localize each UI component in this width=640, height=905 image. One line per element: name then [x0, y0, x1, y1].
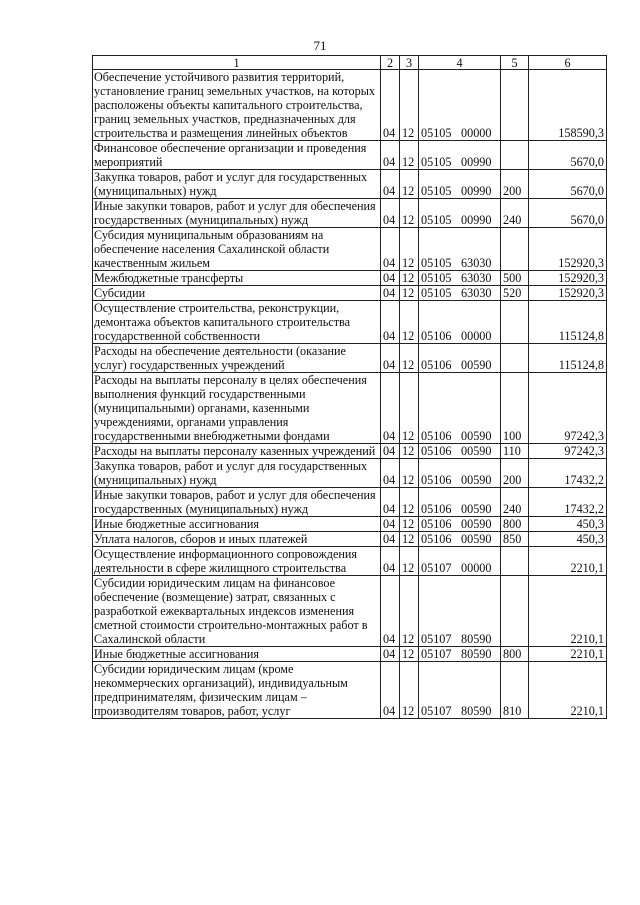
row-expense-type: [501, 547, 529, 576]
row-expense-type: [501, 344, 529, 373]
row-amount: 97242,3: [529, 444, 607, 459]
row-amount: 115124,8: [529, 344, 607, 373]
row-article-code: 63030: [461, 256, 492, 270]
row-article-program: 05106: [421, 502, 452, 516]
table-row: [93, 170, 607, 199]
row-section: 04: [381, 517, 400, 532]
row-amount: 152920,3: [529, 271, 607, 286]
row-article-program: 05106: [421, 473, 452, 487]
row-name: Осуществление строительства, реконструкции, демонтажа объектов капитального строительства государственной собственности: [93, 301, 381, 344]
row-name: Субсидии юридическим лицам на финансовое обеспечение (возмещение) затрат, связанных с разработкой ежеквартальных индексов изменения сметной стоимости строительно-монтажных работ в Сахалинской области: [93, 576, 381, 647]
row-amount: 2210,1: [529, 547, 607, 576]
row-name: Иные бюджетные ассигнования: [93, 517, 381, 532]
row-amount: 115124,8: [529, 301, 607, 344]
row-amount: 5670,0: [529, 170, 607, 199]
row-subsection: 12: [400, 286, 419, 301]
row-expense-type: [501, 576, 529, 647]
row-article: [419, 170, 501, 199]
row-subsection: 12: [400, 488, 419, 517]
row-article-program: 05105: [421, 126, 452, 140]
row-section: 04: [381, 286, 400, 301]
page-number: 71: [313, 38, 327, 53]
row-amount: 158590,3: [529, 70, 607, 141]
row-subsection: 12: [400, 444, 419, 459]
row-article-program: 05105: [421, 271, 452, 285]
row-article-program: 05105: [421, 155, 452, 169]
row-article: [419, 547, 501, 576]
row-subsection: 12: [400, 199, 419, 228]
row-article-code: 63030: [461, 271, 492, 285]
row-name: Расходы на выплаты персоналу в целях обеспечения выполнения функций государственными (муниципальными) органами, казенными учреждениями, органами управления государственными внебюджетными фондами: [93, 373, 381, 444]
row-subsection: 12: [400, 344, 419, 373]
row-name: Осуществление информационного сопровождения деятельности в сфере жилищного строительства: [93, 547, 381, 576]
row-article-code: 00590: [461, 502, 492, 516]
row-amount: 450,3: [529, 517, 607, 532]
row-subsection: 12: [400, 301, 419, 344]
row-section: 04: [381, 532, 400, 547]
row-article: [419, 373, 501, 444]
row-section: 04: [381, 662, 400, 719]
row-article: [419, 286, 501, 301]
row-amount: 17432,2: [529, 459, 607, 488]
row-section: 04: [381, 576, 400, 647]
budget-table: [92, 55, 607, 719]
row-name: Закупка товаров, работ и услуг для государственных (муниципальных) нужд: [93, 170, 381, 199]
row-section: 04: [381, 488, 400, 517]
budget-body: [93, 70, 607, 719]
row-amount: 2210,1: [529, 647, 607, 662]
row-article-program: 05106: [421, 429, 452, 443]
row-subsection: 12: [400, 647, 419, 662]
row-expense-type: [501, 228, 529, 271]
row-article: [419, 459, 501, 488]
table-row: [93, 301, 607, 344]
row-article-code: 80590: [461, 704, 492, 718]
row-name: Иные закупки товаров, работ и услуг для обеспечения государственных (муниципальных) нужд: [93, 199, 381, 228]
row-section: 04: [381, 141, 400, 170]
row-expense-type: 800: [501, 647, 529, 662]
header-col-4: 4: [419, 56, 501, 70]
row-section: 04: [381, 459, 400, 488]
row-article: [419, 199, 501, 228]
row-article-code: 80590: [461, 632, 492, 646]
row-expense-type: 200: [501, 170, 529, 199]
row-article: [419, 271, 501, 286]
header-col-3: 3: [400, 56, 419, 70]
row-expense-type: 240: [501, 199, 529, 228]
row-article-program: 05107: [421, 632, 452, 646]
row-article-code: 00590: [461, 358, 492, 372]
row-section: 04: [381, 444, 400, 459]
row-subsection: 12: [400, 576, 419, 647]
row-article: [419, 662, 501, 719]
table-row: [93, 199, 607, 228]
row-name: Обеспечение устойчивого развития территорий, установление границ земельных участков, на которых расположены объекты капитального строительства, границ земельных участков, предназначенных для строительства и размещения линейных объектов: [93, 70, 381, 141]
row-amount: 5670,0: [529, 141, 607, 170]
row-expense-type: 500: [501, 271, 529, 286]
row-article: [419, 301, 501, 344]
row-subsection: 12: [400, 459, 419, 488]
row-section: 04: [381, 344, 400, 373]
row-article-program: 05107: [421, 647, 452, 661]
row-section: 04: [381, 199, 400, 228]
row-article-program: 05106: [421, 329, 452, 343]
row-article-program: 05107: [421, 561, 452, 575]
table-row: [93, 459, 607, 488]
row-expense-type: 850: [501, 532, 529, 547]
row-article-program: 05106: [421, 444, 452, 458]
row-subsection: 12: [400, 547, 419, 576]
row-article-code: 00000: [461, 561, 492, 575]
row-article-code: 00990: [461, 184, 492, 198]
row-article-program: 05107: [421, 704, 452, 718]
row-amount: 5670,0: [529, 199, 607, 228]
row-article: [419, 576, 501, 647]
row-name: Субсидия муниципальным образованиям на обеспечение населения Сахалинской области качественным жильем: [93, 228, 381, 271]
row-section: 04: [381, 301, 400, 344]
row-section: 04: [381, 228, 400, 271]
row-name: Субсидии: [93, 286, 381, 301]
table-row: [93, 228, 607, 271]
row-expense-type: 100: [501, 373, 529, 444]
header-col-1: 1: [93, 56, 381, 70]
row-article: [419, 488, 501, 517]
row-expense-type: 240: [501, 488, 529, 517]
row-article-program: 05106: [421, 358, 452, 372]
header-col-2: 2: [381, 56, 400, 70]
row-article: [419, 141, 501, 170]
row-name: Иные закупки товаров, работ и услуг для обеспечения государственных (муниципальных) нужд: [93, 488, 381, 517]
row-article: [419, 444, 501, 459]
row-article-program: 05105: [421, 256, 452, 270]
row-section: 04: [381, 271, 400, 286]
table-row: [93, 517, 607, 532]
table-row: [93, 271, 607, 286]
row-article-code: 00990: [461, 155, 492, 169]
row-section: 04: [381, 170, 400, 199]
row-subsection: 12: [400, 271, 419, 286]
row-article-program: 05106: [421, 532, 452, 546]
row-name: Расходы на обеспечение деятельности (оказание услуг) государственных учреждений: [93, 344, 381, 373]
row-expense-type: 800: [501, 517, 529, 532]
table-row: [93, 444, 607, 459]
row-article-code: 00590: [461, 444, 492, 458]
row-amount: 152920,3: [529, 286, 607, 301]
row-amount: 97242,3: [529, 373, 607, 444]
row-expense-type: 200: [501, 459, 529, 488]
row-expense-type: [501, 301, 529, 344]
row-amount: 450,3: [529, 532, 607, 547]
row-section: 04: [381, 647, 400, 662]
row-expense-type: [501, 70, 529, 141]
row-name: Уплата налогов, сборов и иных платежей: [93, 532, 381, 547]
row-subsection: 12: [400, 662, 419, 719]
row-subsection: 12: [400, 532, 419, 547]
row-article-code: 00590: [461, 473, 492, 487]
row-article-program: 05105: [421, 286, 452, 300]
table-row: [93, 576, 607, 647]
row-article: [419, 70, 501, 141]
row-amount: 2210,1: [529, 576, 607, 647]
row-expense-type: 810: [501, 662, 529, 719]
row-article: [419, 517, 501, 532]
table-row: [93, 373, 607, 444]
row-article-code: 00590: [461, 517, 492, 531]
row-name: Финансовое обеспечение организации и проведения мероприятий: [93, 141, 381, 170]
row-name: Закупка товаров, работ и услуг для государственных (муниципальных) нужд: [93, 459, 381, 488]
row-article: [419, 647, 501, 662]
row-name: Расходы на выплаты персоналу казенных учреждений: [93, 444, 381, 459]
row-section: 04: [381, 70, 400, 141]
row-article-code: 00000: [461, 329, 492, 343]
row-section: 04: [381, 547, 400, 576]
row-article-code: 80590: [461, 647, 492, 661]
table-row: [93, 662, 607, 719]
row-subsection: 12: [400, 170, 419, 199]
row-article-code: 00000: [461, 126, 492, 140]
row-amount: 2210,1: [529, 662, 607, 719]
table-row: [93, 286, 607, 301]
table-row: [93, 488, 607, 517]
header-col-6: 6: [529, 56, 607, 70]
table-row: [93, 547, 607, 576]
row-article-program: 05105: [421, 213, 452, 227]
row-amount: 17432,2: [529, 488, 607, 517]
table-row: [93, 532, 607, 547]
row-article: [419, 228, 501, 271]
header-row: [93, 56, 607, 70]
table-row: [93, 70, 607, 141]
row-name: Субсидии юридическим лицам (кроме некоммерческих организаций), индивидуальным предпринимателям, физическим лицам – производителям товаров, работ, услуг: [93, 662, 381, 719]
row-expense-type: 520: [501, 286, 529, 301]
row-amount: 152920,3: [529, 228, 607, 271]
row-subsection: 12: [400, 373, 419, 444]
row-article-code: 00590: [461, 532, 492, 546]
row-expense-type: [501, 141, 529, 170]
row-subsection: 12: [400, 70, 419, 141]
row-subsection: 12: [400, 228, 419, 271]
row-subsection: 12: [400, 141, 419, 170]
row-article-code: 63030: [461, 286, 492, 300]
row-expense-type: 110: [501, 444, 529, 459]
row-name: Иные бюджетные ассигнования: [93, 647, 381, 662]
row-article-program: 05105: [421, 184, 452, 198]
row-name: Межбюджетные трансферты: [93, 271, 381, 286]
table-row: [93, 344, 607, 373]
row-subsection: 12: [400, 517, 419, 532]
row-article: [419, 532, 501, 547]
row-article: [419, 344, 501, 373]
row-article-code: 00990: [461, 213, 492, 227]
table-row: [93, 647, 607, 662]
table-row: [93, 141, 607, 170]
header-col-5: 5: [501, 56, 529, 70]
row-article-code: 00590: [461, 429, 492, 443]
row-article-program: 05106: [421, 517, 452, 531]
row-section: 04: [381, 373, 400, 444]
